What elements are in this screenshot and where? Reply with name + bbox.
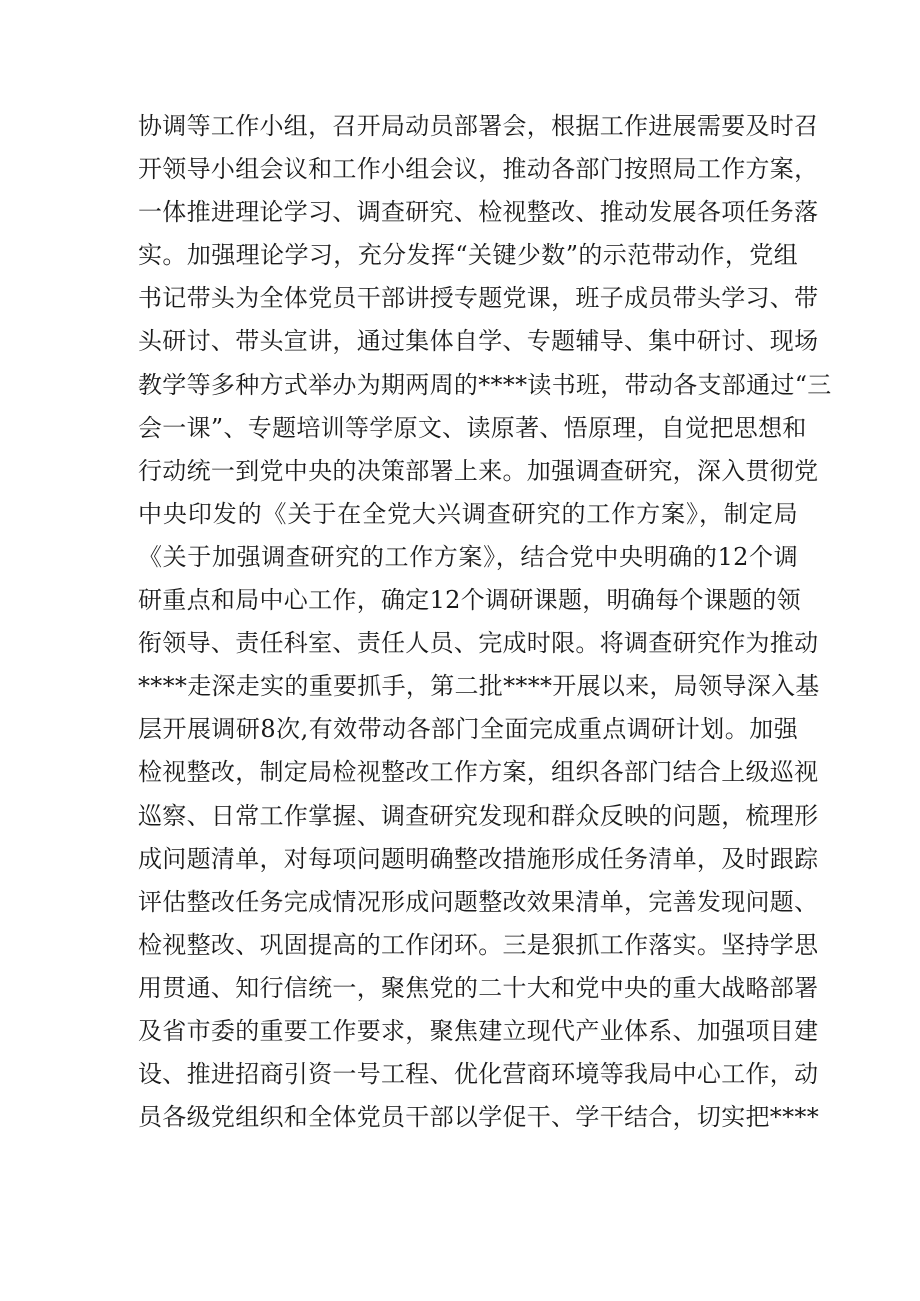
text-line: 检视整改、巩固提高的工作闭环。三是狠抓工作落实。坚持学思 [138, 930, 819, 959]
text-line: 协调等工作小组，召开局动员部署会，根据工作进展需要及时召 [138, 112, 819, 140]
text-line: 头研讨、带头宣讲，通过集体自学、专题辅导、集中研讨、现场 [138, 327, 819, 356]
text-line: 教学等多种方式举办为期两周的****读书班，带动各支部通过“三 [138, 370, 832, 399]
text-line: ****走深走实的重要抓手，第二批****开展以来，局领导深入基 [138, 672, 820, 701]
text-line: 层开展调研8次,有效带动各部门全面完成重点调研计划。加强 [138, 715, 798, 744]
text-line: 开领导小组会议和工作小组会议，推动各部门按照局工作方案， [138, 155, 819, 184]
text-line: 员各级党组织和全体党员干部以学促干、学干结合，切实把**** [138, 1103, 819, 1132]
text-line: 《关于加强调查研究的工作方案》，结合党中央明确的12个调 [138, 542, 798, 571]
text-line: 设、推进招商引资一号工程、优化营商环境等我局中心工作，动 [138, 1060, 819, 1089]
text-line: 评估整改任务完成情况形成问题整改效果清单，完善发现问题、 [138, 887, 819, 916]
text-line: 会一课”、专题培训等学原文、读原著、悟原理，自觉把思想和 [138, 413, 807, 442]
text-line: 成问题清单，对每项问题明确整改措施形成任务清单，及时跟踪 [138, 844, 819, 873]
text-line: 及省市委的重要工作要求，聚焦建立现代产业体系、加强项目建 [138, 1016, 819, 1045]
text-line: 巡察、日常工作掌握、调查研究发现和群众反映的问题，梳理形 [138, 801, 819, 830]
text-line: 用贯通、知行信统一，聚焦党的二十大和党中央的重大战略部署 [138, 973, 819, 1002]
text-line: 行动统一到党中央的决策部署上来。加强调查研究，深入贯彻党 [138, 456, 819, 485]
text-line: 衔领导、责任科室、责任人员、完成时限。将调查研究作为推动 [138, 629, 819, 658]
text-line: 检视整改，制定局检视整改工作方案，组织各部门结合上级巡视 [138, 758, 819, 787]
text-line: 一体推进理论学习、调查研究、检视整改、推动发展各项任务落 [138, 198, 819, 227]
text-line: 书记带头为全体党员干部讲授专题党课，班子成员带头学习、带 [138, 284, 819, 313]
text-line: 实。加强理论学习，充分发挥“关键少数”的示范带动作，党组 [138, 241, 798, 270]
text-line: 中央印发的《关于在全党大兴调查研究的工作方案》，制定局 [138, 499, 798, 528]
text-line: 研重点和局中心工作，确定12个调研课题，明确每个课题的领 [138, 586, 801, 615]
body-text [138, 105, 832, 1139]
